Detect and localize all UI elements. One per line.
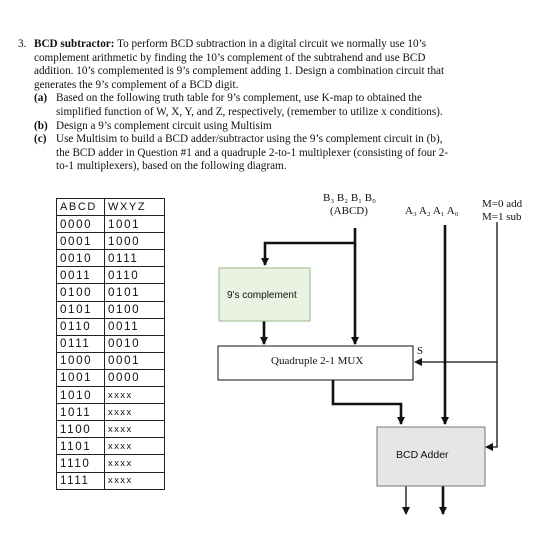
wxyz-cell: xxxx [105,438,165,455]
intro-line-2: addition. 10’s complemented is 9’s complement adding 1. Design a combination circuit that [34,65,445,78]
wxyz-cell: xxxx [105,387,165,404]
mux-to-adder [333,380,401,424]
abcd-cell: 1000 [57,352,105,369]
wxyz-cell: 1001 [105,216,165,233]
part-a-line-0: Based on the following truth table for 9’s complement, use K-map to obtained the [56,92,422,105]
intro-line-1: complement arithmetic by finding the 10’s complement of the subtrahend and use BCD [34,51,426,64]
abcd-cell: 1011 [57,404,105,421]
wxyz-cell: xxxx [105,472,165,489]
abcd-cell: 0111 [57,335,105,352]
wxyz-cell: 1000 [105,233,165,250]
mode-to-adder [486,362,497,447]
part-c-line-1: the BCD adder in Question #1 and a quadruple 2-to-1 multiplexer (consisting of four 2- [56,146,449,159]
intro-line-3: generates the 9’s complement of a BCD digit. [34,78,239,91]
abcd-cell: 1101 [57,438,105,455]
abcd-cell: 1010 [57,387,105,404]
select-label: S [417,345,424,357]
header-wxyz: WXYZ [105,199,165,216]
abcd-cell: 0000 [57,216,105,233]
intro-line-0: To perform BCD subtraction in a digital circuit we normally use 10’s [114,38,427,50]
wxyz-cell: 0010 [105,335,165,352]
abcd-cell: 1100 [57,421,105,438]
question-title: BCD subtractor: [34,38,115,50]
b-inputs-label: B₃ B₂ B₁ B₀ [323,192,376,204]
wxyz-cell: 0100 [105,301,165,318]
nines-complement-label: 9's complement [227,290,297,301]
a-inputs-label: A₃ A₂ A₁ A₀ [405,205,459,217]
abcd-cell: 0010 [57,250,105,267]
wxyz-cell: xxxx [105,404,165,421]
b-input-bus [265,228,355,265]
abcd-cell: 0100 [57,284,105,301]
wxyz-cell: 0101 [105,284,165,301]
abcd-cell: 0101 [57,301,105,318]
part-b-label: (b) [34,119,48,132]
mode-sub-label: M=1 sub [482,211,522,223]
wxyz-cell: 0011 [105,318,165,335]
part-c-label: (c) [34,133,47,146]
wxyz-cell: xxxx [105,455,165,472]
part-a-label: (a) [34,92,48,105]
part-c-line-0: Use Multisim to build a BCD adder/subtractor using the 9’s complement circuit in (b), [56,133,443,146]
part-b-line-0: Design a 9’s complement circuit using Multisim [56,119,272,132]
abcd-cell: 1111 [57,472,105,489]
abcd-cell: 1001 [57,369,105,386]
wxyz-cell: 0111 [105,250,165,267]
header-abcd: ABCD [57,199,105,216]
b-inputs-sublabel: (ABCD) [330,205,368,217]
mode-line [415,222,497,362]
part-a-line-1: simplified function of W, X, Y, and Z, respectively, (remember to utilize x conditions). [56,105,443,118]
abcd-cell: 1110 [57,455,105,472]
wxyz-cell: 0001 [105,352,165,369]
abcd-cell: 0001 [57,233,105,250]
question-number: 3. [18,38,27,50]
mux-label: Quadruple 2-1 MUX [271,355,364,367]
bcd-adder-label: BCD Adder [396,449,449,461]
part-c-line-2: to-1 multiplexers), based on the following diagram. [56,160,287,173]
mode-add-label: M=0 add [482,198,523,210]
wxyz-cell: 0110 [105,267,165,284]
abcd-cell: 0110 [57,318,105,335]
wxyz-cell: xxxx [105,421,165,438]
abcd-cell: 0011 [57,267,105,284]
wxyz-cell: 0000 [105,369,165,386]
